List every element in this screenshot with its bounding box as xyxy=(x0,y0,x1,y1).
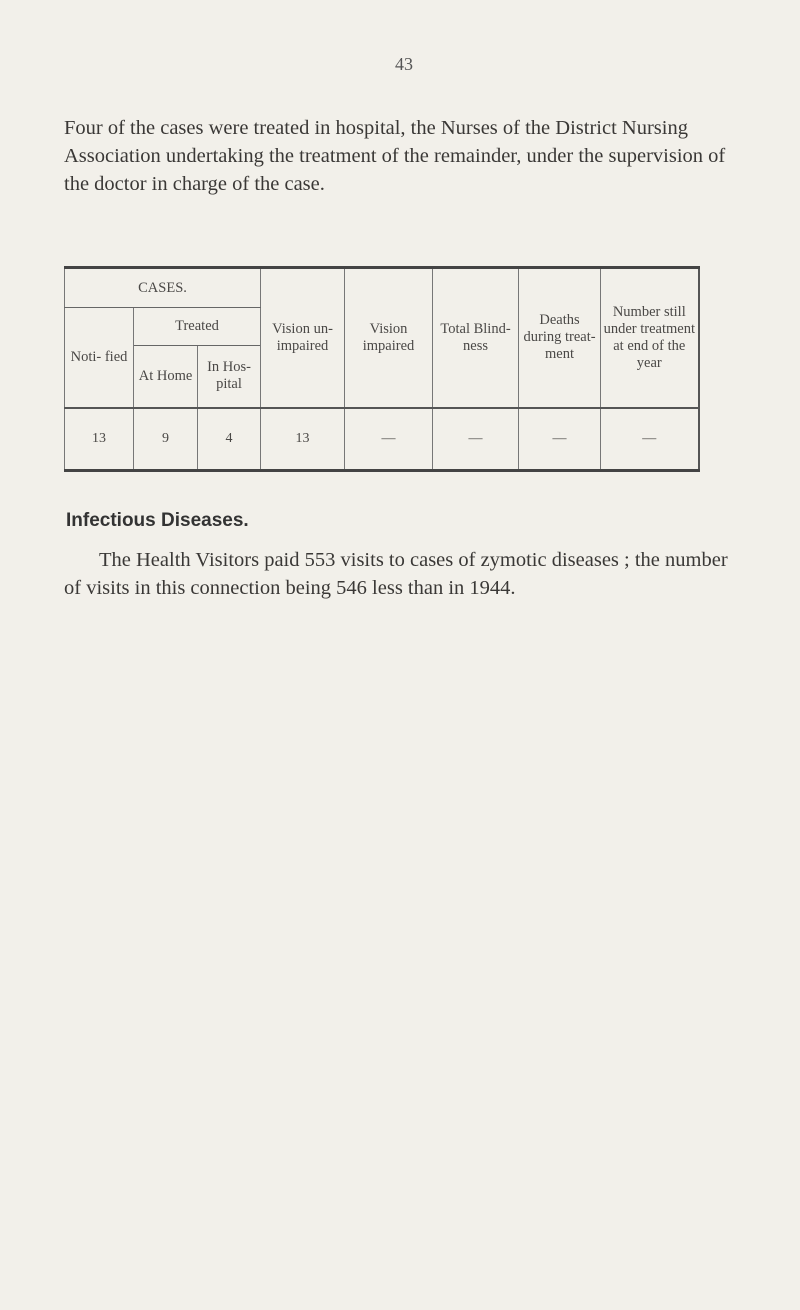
cell-at-home: 9 xyxy=(134,408,198,471)
header-at-home: At Home xyxy=(134,346,198,408)
cases-table xyxy=(64,266,700,472)
page-number: 43 xyxy=(395,54,413,74)
header-treated: Treated xyxy=(134,308,261,346)
header-vision-impaired: Vision impaired xyxy=(345,268,433,408)
section-paragraph: The Health Visitors paid 553 visits to cases of zymotic diseases ; the number of visits in this connection being 546 less than in 1944. xyxy=(64,549,728,599)
cell-notified: 13 xyxy=(65,408,134,471)
section-heading: Infectious Diseases. xyxy=(66,510,249,531)
cell-in-hospital: 4 xyxy=(198,408,261,471)
cell-total-blindness: — xyxy=(433,408,519,471)
header-in-hospital: In Hos- pital xyxy=(198,346,261,408)
cell-vision-unimpaired: 13 xyxy=(261,408,345,471)
header-notified: Noti- fied xyxy=(65,308,134,408)
header-deaths: Deaths during treat- ment xyxy=(519,268,601,408)
cell-deaths: — xyxy=(519,408,601,471)
header-total-blindness: Total Blind- ness xyxy=(433,268,519,408)
header-cases: CASES. xyxy=(65,268,261,308)
cell-vision-impaired: — xyxy=(345,408,433,471)
table-row xyxy=(65,408,699,471)
header-vision-unimpaired: Vision un- impaired xyxy=(261,268,345,408)
cell-still-under-treatment: — xyxy=(601,408,699,471)
intro-paragraph: Four of the cases were treated in hospital, the Nurses of the District Nursing Association undertaking the treatment of the remainder, under the supervision of the doctor in charge of the case. xyxy=(64,117,726,195)
header-still-under-treatment: Number still under treatment at end of the year xyxy=(601,268,699,408)
